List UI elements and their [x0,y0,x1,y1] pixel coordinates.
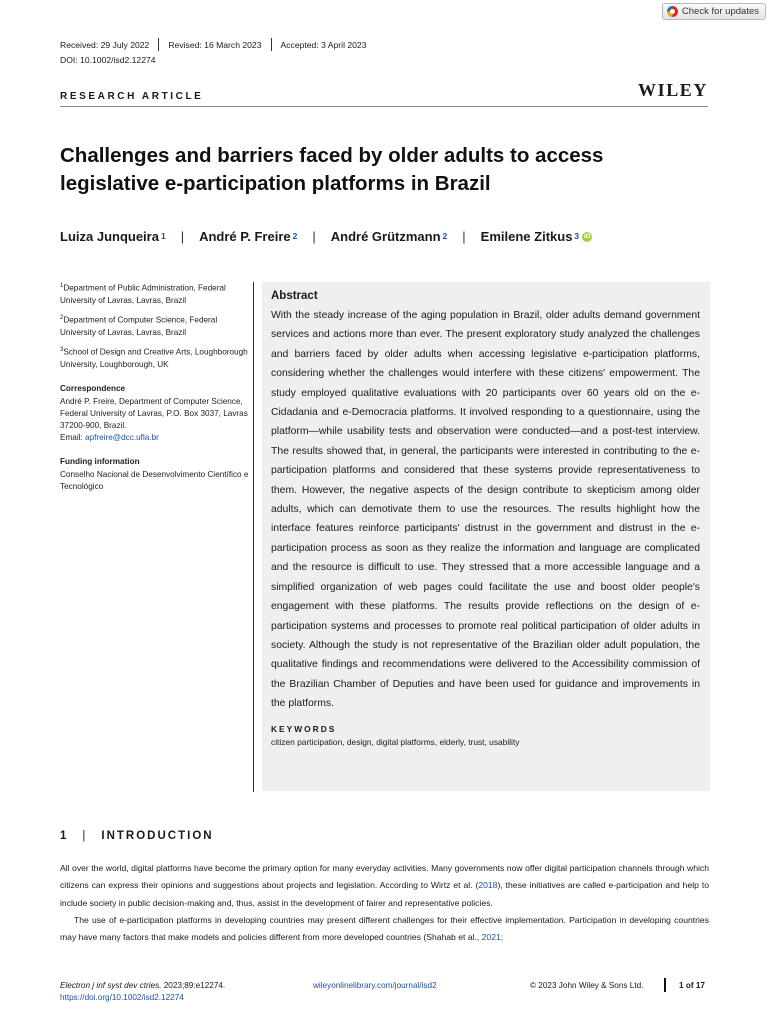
doi: DOI: 10.1002/isd2.12274 [60,55,156,65]
funding-text: Conselho Nacional de Desenvolvimento Científico e Tecnológico [60,469,249,491]
journal-citation: Electron j inf syst dev ctries. 2023;89:e12274. https://doi.org/10.1002/isd2.12274 [60,981,226,1002]
funding-heading: Funding information [60,457,140,467]
article-type: RESEARCH ARTICLE [60,91,204,102]
keywords: citizen participation, design, digital platforms, elderly, trust, usability [271,736,520,747]
author-affiliation-marker[interactable]: 2 [292,230,298,241]
received-date: Received: 29 July 2022 [60,39,150,50]
article-info-column [60,280,250,493]
column-divider [253,282,254,792]
journal-site-link[interactable]: wileyonlinelibrary.com/journal/isd2 [313,981,437,990]
introduction-heading [60,830,214,842]
date-divider [271,38,272,51]
accepted-date: Accepted: 3 April 2023 [280,39,367,50]
email-link[interactable]: apfreire@dcc.ufla.br [85,433,159,443]
section-number: 1 [60,830,69,842]
author-name[interactable]: Emilene Zitkus [480,229,573,244]
affiliation: $^2$Department of Computer Science, Federal University of Lavras, Lavras, Brazil [60,315,218,338]
footer-divider [664,978,666,992]
keywords-heading: KEYWORDS [271,723,337,734]
affiliation: $^1$Department of Public Administration, Federal University of Lavras, Lavras, Brazil [60,283,226,305]
author-affiliation-marker[interactable]: 2 [442,230,448,241]
introduction-body [60,860,709,946]
doi-link[interactable]: https://doi.org/10.1002/isd2.12274 [60,993,184,1002]
author-name[interactable]: Luiza Junqueira [60,229,159,244]
page-number: 1 of 17 [679,981,705,990]
correspondence-heading: Correspondence [60,384,126,394]
affiliation: $^3$School of Design and Creative Arts, Loughborough University, Loughborough, UK [60,347,248,370]
revised-date: Revised: 16 March 2023 [168,39,262,50]
citation-link[interactable]: 2018 [478,880,498,891]
crossmark-icon [667,6,678,17]
abstract-heading: Abstract [271,290,318,302]
correspondence-email-line: Email: apfreire@dcc.ufla.br [60,433,159,443]
author-affiliation-marker[interactable]: 1 [160,230,166,241]
author-name[interactable]: André P. Freire [199,229,291,244]
header-rule [60,106,708,107]
article-title: Challenges and barriers faced by older adults to access legislative e-participation platforms in Brazil [60,144,604,195]
check-for-updates-label: Check for updates [681,6,759,17]
date-divider [158,38,159,51]
correspondence-text: André P. Freire, Department of Computer Science, Federal University of Lavras, P.O. Box 3037, Lavras 37200-900, Brazil. [60,396,248,431]
abstract-panel [262,282,710,791]
author-list [60,229,592,244]
orcid-icon[interactable]: iD [583,232,591,240]
section-title: INTRODUCTION [101,830,214,842]
section-separator: | [82,830,88,842]
author-name[interactable]: André Grützmann [330,229,441,244]
copyright: © 2023 John Wiley & Sons Ltd. [530,981,644,990]
citation-link[interactable]: 2021; [481,932,504,943]
article-dates [60,38,367,51]
abstract-text: With the steady increase of the aging population in Brazil, older adults demand government services and actions more than ever. The present exploratory study analyzed the challenges and barriers faced by older adults when accessing legislative e-participation platforms, considering whether the challenges would interfere with these citizens' empowerment. The study employed qualitative evaluations with 20 participants over 60 years old on the e-Cidadania and e-Democracia platforms. It involved responding to a questionnaire, using the platform—while usability tests and observation were conducted—and a post-test interview. The results showed that, in general, the participants were interested in contributing to the e-participation platforms and considered that these systems provide representativeness to them. However, the negative aspects of the design contribute to skepticism among older adults, which can demotivate them to use the resources. The results highlight how the interface features reinforce participants' distrust in the government and distrust in the e-participation process as soon as they realize the information and language are complicated and the resource is difficult to use. They stressed that a more accessible language and a simplified organization of web pages could facilitate the use and boost older people's engagement with these platforms. The results provide reflections on the design of e-participation systems and processes to promote real political participation of older adults in society. Although the study is not representative of the Brazilian older adult population, the qualitative findings and recommendations were delivered to the Accessibility commission of the Brazilian Chamber of Deputies and have been used for guidance and improvements in the platforms. [271,310,700,710]
author-affiliation-marker[interactable]: 3 [574,230,580,241]
author-separator: | [462,229,466,244]
publisher-logo: WILEY [638,80,709,100]
paragraph: The use of e-participation platforms in developing countries may present different challenges for their effective implementation. Participation in developing countries may have many factors that make models and policies different from more developed countries (Shahab et al., 2021; [60,914,709,943]
author-separator: | [312,229,316,244]
check-for-updates-button[interactable] [662,3,766,20]
paragraph: All over the world, digital platforms have become the primary option for many everyday activities. Many governments now offer digital participation channels through which citizens can express their opinions and suggestions about projects and legislation. According to Wirtz et al. (2018), these initiatives are called e-participation and help to include society in public decision-making and, thus, assist in the development of fairer and representative policies. [60,863,710,908]
author-separator: | [180,229,185,244]
